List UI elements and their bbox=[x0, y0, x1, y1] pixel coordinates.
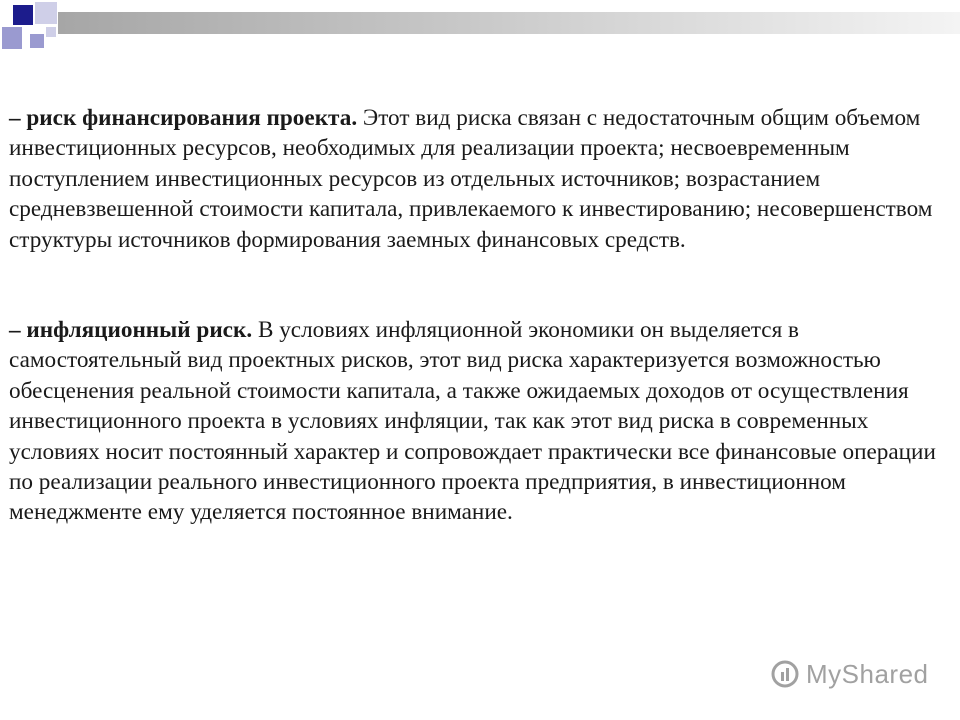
decor-square-mid-small bbox=[30, 34, 44, 48]
slide-body bbox=[9, 103, 955, 528]
slide-header-decoration bbox=[0, 0, 960, 60]
paragraph-text: В условиях инфляционной экономики он выделяется в самостоятельный вид проектных рисков, этот вид риска характеризуется возможностью обесценения реальной стоимости капитала, а также ожидаемых доходов от осуществления инвестиционного проекта в условиях инфляции, так как этот вид риска в современных условиях носит постоянный характер и сопровождает практически все финансовые операции по реализации реального инвестиционного проекта предприятия, в инвестиционном менеджменте ему уделяется постоянное внимание. bbox=[9, 317, 936, 526]
paragraph-spacer bbox=[9, 255, 955, 315]
paragraph-lead: – риск финансирования проекта. bbox=[9, 105, 358, 131]
paragraph-lead: – инфляционный риск. bbox=[9, 317, 253, 344]
paragraph-financing-risk bbox=[9, 103, 955, 255]
decor-square-light-small bbox=[46, 27, 56, 37]
header-gradient-bar bbox=[58, 12, 960, 34]
watermark-text: MyShared bbox=[806, 658, 929, 689]
decor-square-light bbox=[35, 2, 57, 24]
paragraph-text: Этот вид риска связан с недостаточным общим объемом инвестиционных ресурсов, необходимых для реализации проекта; несвоевременным поступлением инвестиционных ресурсов из отдельных источников; возрастанием средневзвешенной стоимости капитала, привлекаемого к инвестированию; несовершенством структуры источников формирования заемных финансовых средств. bbox=[9, 105, 933, 253]
watermark bbox=[770, 654, 950, 694]
decor-square-dark bbox=[13, 5, 33, 25]
myshared-logo-icon bbox=[770, 659, 800, 689]
decor-square-mid bbox=[2, 27, 22, 49]
paragraph-inflation-risk bbox=[9, 315, 955, 528]
